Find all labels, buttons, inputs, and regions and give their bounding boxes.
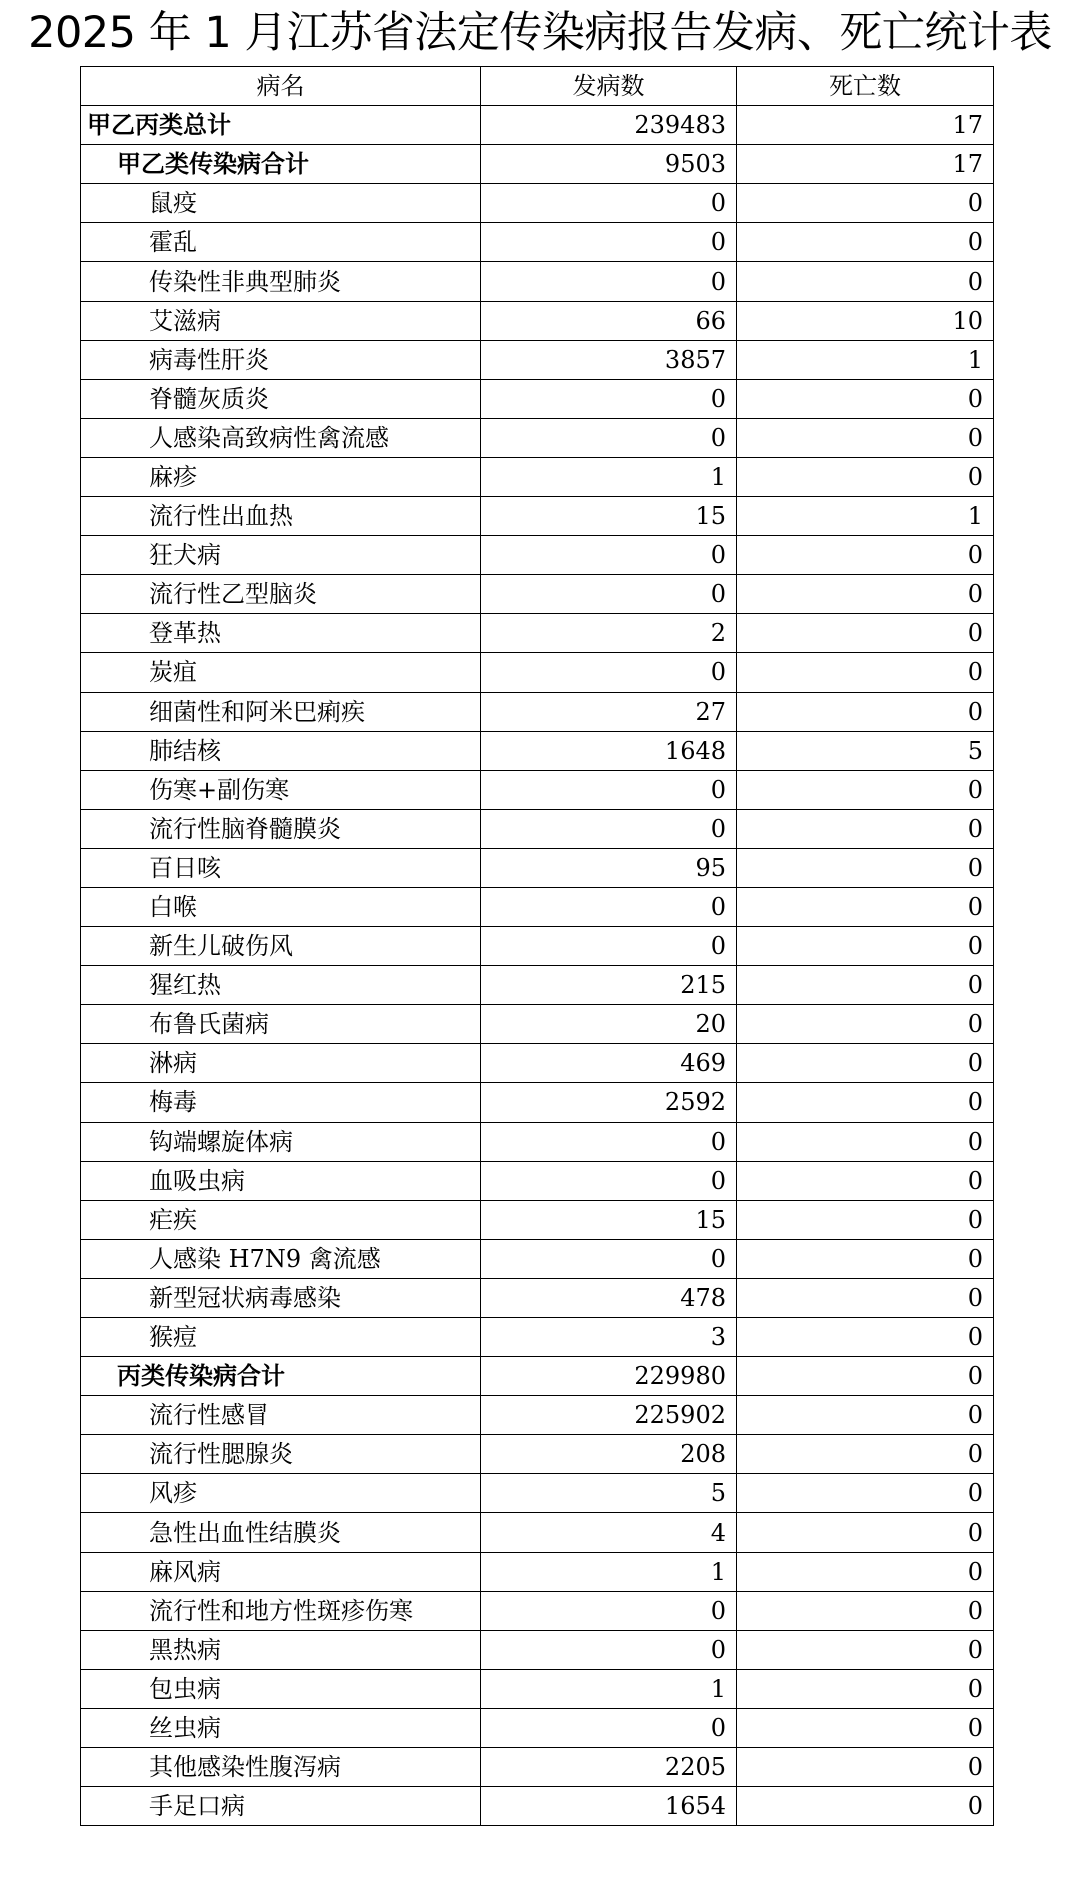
deaths-cell: 0 (737, 1357, 994, 1396)
deaths-cell: 17 (737, 145, 994, 184)
table-row (81, 770, 994, 809)
deaths-cell: 0 (737, 1552, 994, 1591)
column-header-name: 病名 (81, 67, 481, 106)
cases-cell: 0 (481, 536, 737, 575)
deaths-cell: 0 (737, 770, 994, 809)
table-row (81, 966, 994, 1005)
disease-name-cell: 登革热 (81, 614, 481, 653)
disease-name-cell: 流行性脑脊髓膜炎 (81, 809, 481, 848)
deaths-cell: 0 (737, 848, 994, 887)
deaths-cell: 0 (737, 1748, 994, 1787)
disease-name-cell: 手足口病 (81, 1787, 481, 1826)
deaths-cell: 0 (737, 1083, 994, 1122)
disease-name-cell: 血吸虫病 (81, 1161, 481, 1200)
disease-name-cell: 新生儿破伤风 (81, 927, 481, 966)
cases-cell: 0 (481, 262, 737, 301)
table-row (81, 731, 994, 770)
deaths-cell: 17 (737, 106, 994, 145)
disease-name-cell: 流行性感冒 (81, 1396, 481, 1435)
disease-report-table (80, 66, 994, 1826)
table-body (81, 106, 994, 1826)
deaths-cell: 0 (737, 966, 994, 1005)
cases-cell: 0 (481, 379, 737, 418)
table-row (81, 1435, 994, 1474)
deaths-cell: 0 (737, 1669, 994, 1708)
table-row (81, 887, 994, 926)
cases-cell: 215 (481, 966, 737, 1005)
disease-name-cell: 黑热病 (81, 1630, 481, 1669)
disease-name-cell: 白喉 (81, 887, 481, 926)
disease-name-cell: 人感染 H7N9 禽流感 (81, 1239, 481, 1278)
cases-cell: 5 (481, 1474, 737, 1513)
table-header-row (81, 67, 994, 106)
cases-cell: 478 (481, 1278, 737, 1317)
deaths-cell: 5 (737, 731, 994, 770)
disease-name-cell: 急性出血性结膜炎 (81, 1513, 481, 1552)
disease-name-cell: 流行性乙型脑炎 (81, 575, 481, 614)
deaths-cell: 0 (737, 1630, 994, 1669)
disease-name-cell: 肺结核 (81, 731, 481, 770)
cases-cell: 27 (481, 692, 737, 731)
table-row (81, 106, 994, 145)
disease-name-cell: 猴痘 (81, 1318, 481, 1357)
deaths-cell: 0 (737, 1435, 994, 1474)
cases-cell: 4 (481, 1513, 737, 1552)
table-row (81, 1200, 994, 1239)
deaths-cell: 0 (737, 1591, 994, 1630)
table-row (81, 653, 994, 692)
cases-cell: 0 (481, 887, 737, 926)
deaths-cell: 0 (737, 184, 994, 223)
table-row (81, 184, 994, 223)
disease-name-cell: 霍乱 (81, 223, 481, 262)
cases-cell: 229980 (481, 1357, 737, 1396)
table-row (81, 1630, 994, 1669)
table-row (81, 1083, 994, 1122)
table-row (81, 1357, 994, 1396)
disease-name-cell: 流行性和地方性斑疹伤寒 (81, 1591, 481, 1630)
table-row (81, 1748, 994, 1787)
deaths-cell: 0 (737, 1122, 994, 1161)
deaths-cell: 0 (737, 262, 994, 301)
table-row (81, 223, 994, 262)
disease-name-cell: 脊髓灰质炎 (81, 379, 481, 418)
cases-cell: 0 (481, 1630, 737, 1669)
disease-name-cell: 丙类传染病合计 (81, 1357, 481, 1396)
cases-cell: 239483 (481, 106, 737, 145)
deaths-cell: 0 (737, 1200, 994, 1239)
deaths-cell: 0 (737, 614, 994, 653)
cases-cell: 2205 (481, 1748, 737, 1787)
table-row (81, 457, 994, 496)
cases-cell: 66 (481, 301, 737, 340)
disease-name-cell: 风疹 (81, 1474, 481, 1513)
disease-name-cell: 流行性腮腺炎 (81, 1435, 481, 1474)
cases-cell: 469 (481, 1044, 737, 1083)
cases-cell: 0 (481, 1161, 737, 1200)
table-row (81, 1005, 994, 1044)
table-row (81, 418, 994, 457)
table-row (81, 1787, 994, 1826)
cases-cell: 95 (481, 848, 737, 887)
column-header-cases: 发病数 (481, 67, 737, 106)
cases-cell: 0 (481, 418, 737, 457)
table-row (81, 848, 994, 887)
deaths-cell: 1 (737, 340, 994, 379)
deaths-cell: 0 (737, 223, 994, 262)
deaths-cell: 0 (737, 536, 994, 575)
disease-name-cell: 伤寒+副伤寒 (81, 770, 481, 809)
deaths-cell: 0 (737, 457, 994, 496)
deaths-cell: 1 (737, 497, 994, 536)
cases-cell: 0 (481, 809, 737, 848)
cases-cell: 15 (481, 1200, 737, 1239)
cases-cell: 3857 (481, 340, 737, 379)
disease-name-cell: 疟疾 (81, 1200, 481, 1239)
column-header-deaths: 死亡数 (737, 67, 994, 106)
cases-cell: 0 (481, 223, 737, 262)
deaths-cell: 10 (737, 301, 994, 340)
page-title: 2025 年 1 月江苏省法定传染病报告发病、死亡统计表 (28, 8, 1052, 58)
cases-cell: 208 (481, 1435, 737, 1474)
disease-name-cell: 鼠疫 (81, 184, 481, 223)
deaths-cell: 0 (737, 927, 994, 966)
disease-name-cell: 细菌性和阿米巴痢疾 (81, 692, 481, 731)
disease-name-cell: 人感染高致病性禽流感 (81, 418, 481, 457)
disease-name-cell: 猩红热 (81, 966, 481, 1005)
table-row (81, 1708, 994, 1747)
table-row (81, 1044, 994, 1083)
deaths-cell: 0 (737, 1318, 994, 1357)
disease-name-cell: 炭疽 (81, 653, 481, 692)
disease-name-cell: 淋病 (81, 1044, 481, 1083)
deaths-cell: 0 (737, 418, 994, 457)
cases-cell: 0 (481, 575, 737, 614)
deaths-cell: 0 (737, 1474, 994, 1513)
cases-cell: 3 (481, 1318, 737, 1357)
table-row (81, 1552, 994, 1591)
deaths-cell: 0 (737, 1513, 994, 1552)
table-row (81, 1318, 994, 1357)
disease-name-cell: 甲乙丙类总计 (81, 106, 481, 145)
cases-cell: 9503 (481, 145, 737, 184)
cases-cell: 20 (481, 1005, 737, 1044)
disease-name-cell: 梅毒 (81, 1083, 481, 1122)
table-row (81, 1161, 994, 1200)
cases-cell: 0 (481, 770, 737, 809)
deaths-cell: 0 (737, 692, 994, 731)
deaths-cell: 0 (737, 1396, 994, 1435)
table-row (81, 1474, 994, 1513)
disease-name-cell: 甲乙类传染病合计 (81, 145, 481, 184)
table-row (81, 1396, 994, 1435)
deaths-cell: 0 (737, 1005, 994, 1044)
disease-name-cell: 其他感染性腹泻病 (81, 1748, 481, 1787)
cases-cell: 1 (481, 1552, 737, 1591)
deaths-cell: 0 (737, 1044, 994, 1083)
table-row (81, 1669, 994, 1708)
cases-cell: 225902 (481, 1396, 737, 1435)
cases-cell: 1 (481, 1669, 737, 1708)
table-row (81, 809, 994, 848)
deaths-cell: 0 (737, 575, 994, 614)
disease-name-cell: 麻风病 (81, 1552, 481, 1591)
deaths-cell: 0 (737, 1278, 994, 1317)
cases-cell: 0 (481, 653, 737, 692)
cases-cell: 1654 (481, 1787, 737, 1826)
table-row (81, 575, 994, 614)
table-row (81, 262, 994, 301)
disease-name-cell: 钩端螺旋体病 (81, 1122, 481, 1161)
cases-cell: 0 (481, 1239, 737, 1278)
cases-cell: 1648 (481, 731, 737, 770)
table-row (81, 614, 994, 653)
cases-cell: 0 (481, 184, 737, 223)
table-row (81, 1239, 994, 1278)
disease-name-cell: 新型冠状病毒感染 (81, 1278, 481, 1317)
table-row (81, 145, 994, 184)
table-row (81, 1513, 994, 1552)
deaths-cell: 0 (737, 653, 994, 692)
disease-name-cell: 百日咳 (81, 848, 481, 887)
deaths-cell: 0 (737, 1787, 994, 1826)
disease-name-cell: 布鲁氏菌病 (81, 1005, 481, 1044)
cases-cell: 1 (481, 457, 737, 496)
disease-name-cell: 病毒性肝炎 (81, 340, 481, 379)
disease-name-cell: 丝虫病 (81, 1708, 481, 1747)
deaths-cell: 0 (737, 1239, 994, 1278)
table-row (81, 1278, 994, 1317)
table-row (81, 692, 994, 731)
deaths-cell: 0 (737, 379, 994, 418)
table-row (81, 340, 994, 379)
table-row (81, 536, 994, 575)
cases-cell: 0 (481, 1708, 737, 1747)
deaths-cell: 0 (737, 809, 994, 848)
disease-name-cell: 传染性非典型肺炎 (81, 262, 481, 301)
table-row (81, 301, 994, 340)
disease-name-cell: 艾滋病 (81, 301, 481, 340)
table-row (81, 497, 994, 536)
disease-name-cell: 麻疹 (81, 457, 481, 496)
table-row (81, 927, 994, 966)
disease-name-cell: 包虫病 (81, 1669, 481, 1708)
cases-cell: 2 (481, 614, 737, 653)
cases-cell: 0 (481, 1591, 737, 1630)
deaths-cell: 0 (737, 1708, 994, 1747)
cases-cell: 0 (481, 1122, 737, 1161)
table-row (81, 1122, 994, 1161)
cases-cell: 15 (481, 497, 737, 536)
cases-cell: 2592 (481, 1083, 737, 1122)
disease-name-cell: 狂犬病 (81, 536, 481, 575)
cases-cell: 0 (481, 927, 737, 966)
deaths-cell: 0 (737, 887, 994, 926)
table-row (81, 379, 994, 418)
disease-name-cell: 流行性出血热 (81, 497, 481, 536)
deaths-cell: 0 (737, 1161, 994, 1200)
table-row (81, 1591, 994, 1630)
